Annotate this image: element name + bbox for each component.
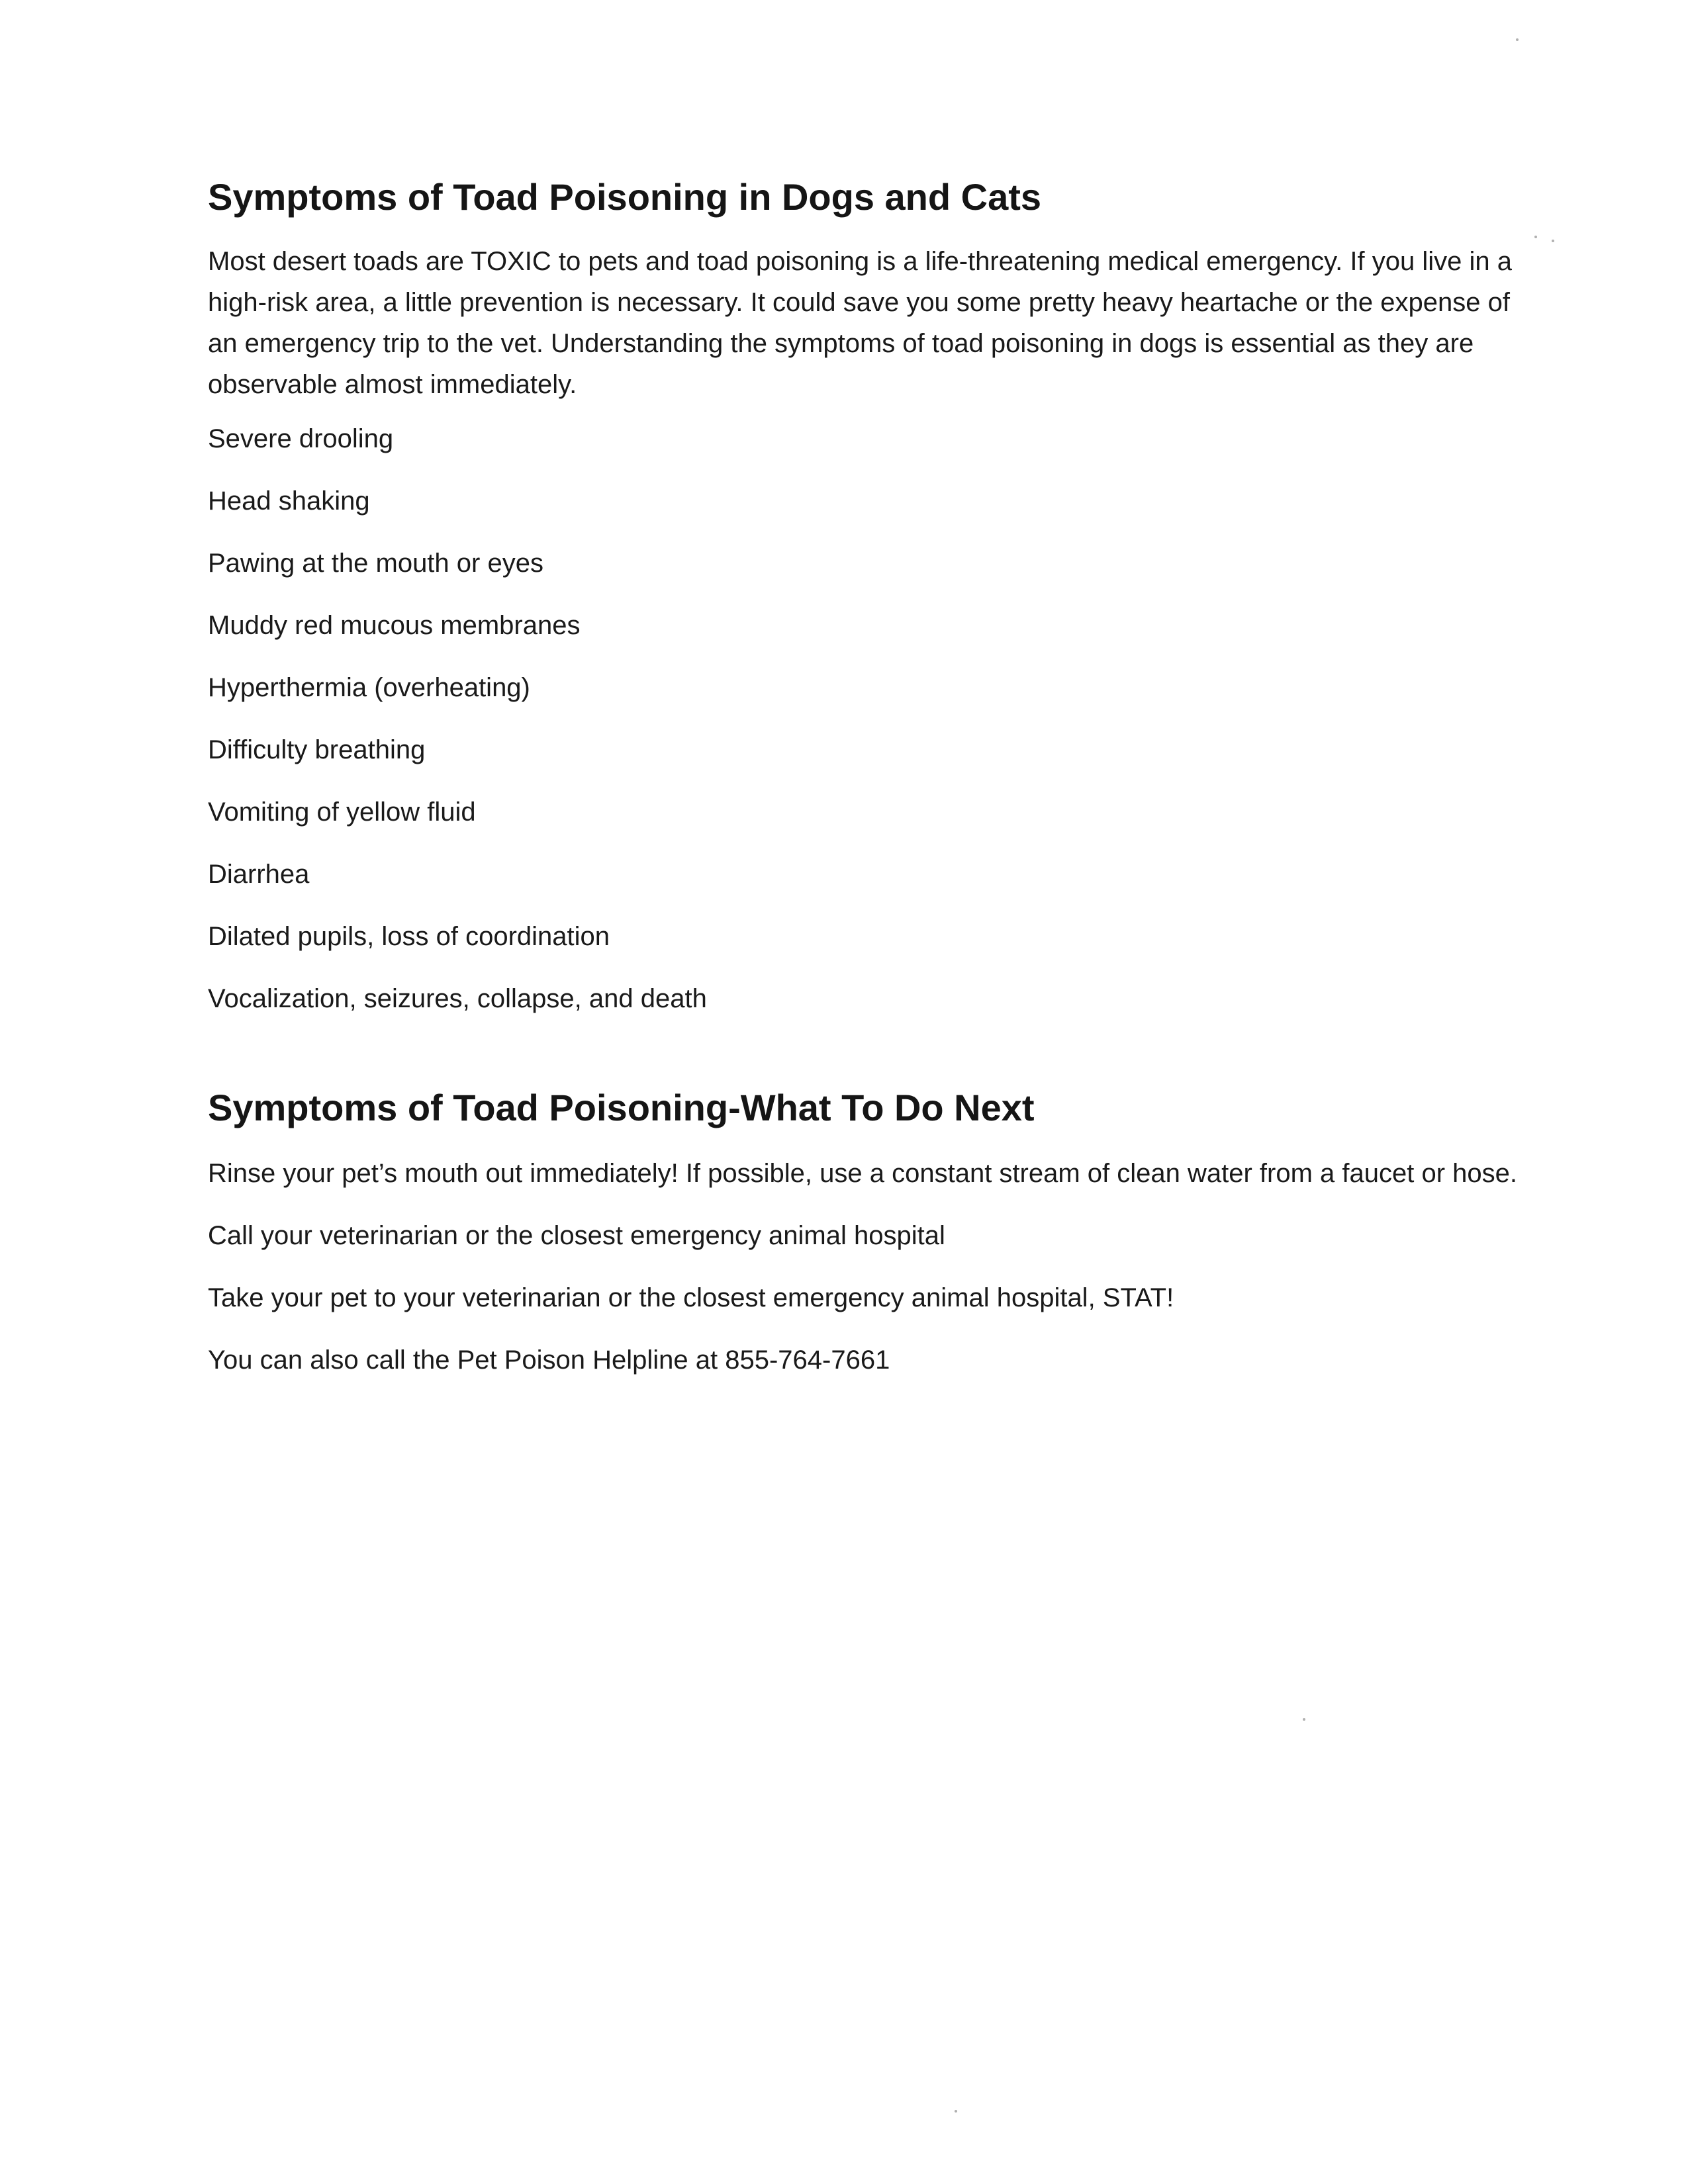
intro-paragraph: Most desert toads are TOXIC to pets and toad poisoning is a life-threatening medical emergency. If you live in a high-risk area, a little prevention is necessary. It could save you some pretty heavy heartache or the expense of an emergency trip to the vet. Understanding the symptoms of toad poisoning in dogs is essential as they are observable almost immediately.: [208, 247, 1512, 399]
section-heading: Symptoms of Toad Poisoning in Dogs and Cats: [208, 176, 1042, 218]
symptom-item: Dilated pupils, loss of coordination: [208, 922, 610, 951]
symptom-item: Difficulty breathing: [208, 735, 426, 764]
scan-speck: [1303, 1718, 1305, 1721]
scan-speck: [1534, 236, 1537, 238]
symptom-item: Diarrhea: [208, 860, 310, 889]
symptom-item: Vocalization, seizures, collapse, and death: [208, 984, 707, 1013]
scan-speck: [1552, 240, 1554, 242]
symptom-item: Hyperthermia (overheating): [208, 673, 530, 702]
symptom-list: [208, 418, 1519, 1019]
step-paragraph: Call your veterinarian or the closest emergency animal hospital: [208, 1221, 945, 1250]
section-what-to-do: [208, 1084, 1519, 1381]
document-content: [208, 173, 1519, 1402]
step-paragraph: Take your pet to your veterinarian or the closest emergency animal hospital, STAT!: [208, 1283, 1174, 1312]
step-paragraph: Rinse your pet’s mouth out immediately! If possible, use a constant stream of clean water from a faucet or hose.: [208, 1159, 1518, 1188]
symptom-item: Severe drooling: [208, 424, 394, 453]
section-heading: Symptoms of Toad Poisoning-What To Do Next: [208, 1087, 1035, 1128]
symptom-item: Pawing at the mouth or eyes: [208, 549, 543, 578]
scan-speck: [1516, 38, 1519, 41]
scan-speck: [955, 2110, 957, 2113]
symptom-item: Muddy red mucous membranes: [208, 611, 581, 640]
symptom-item: Vomiting of yellow fluid: [208, 797, 476, 827]
helpline-paragraph: You can also call the Pet Poison Helpline at 855-764-7661: [208, 1345, 890, 1375]
symptom-item: Head shaking: [208, 486, 370, 516]
section-symptoms: [208, 173, 1519, 1019]
